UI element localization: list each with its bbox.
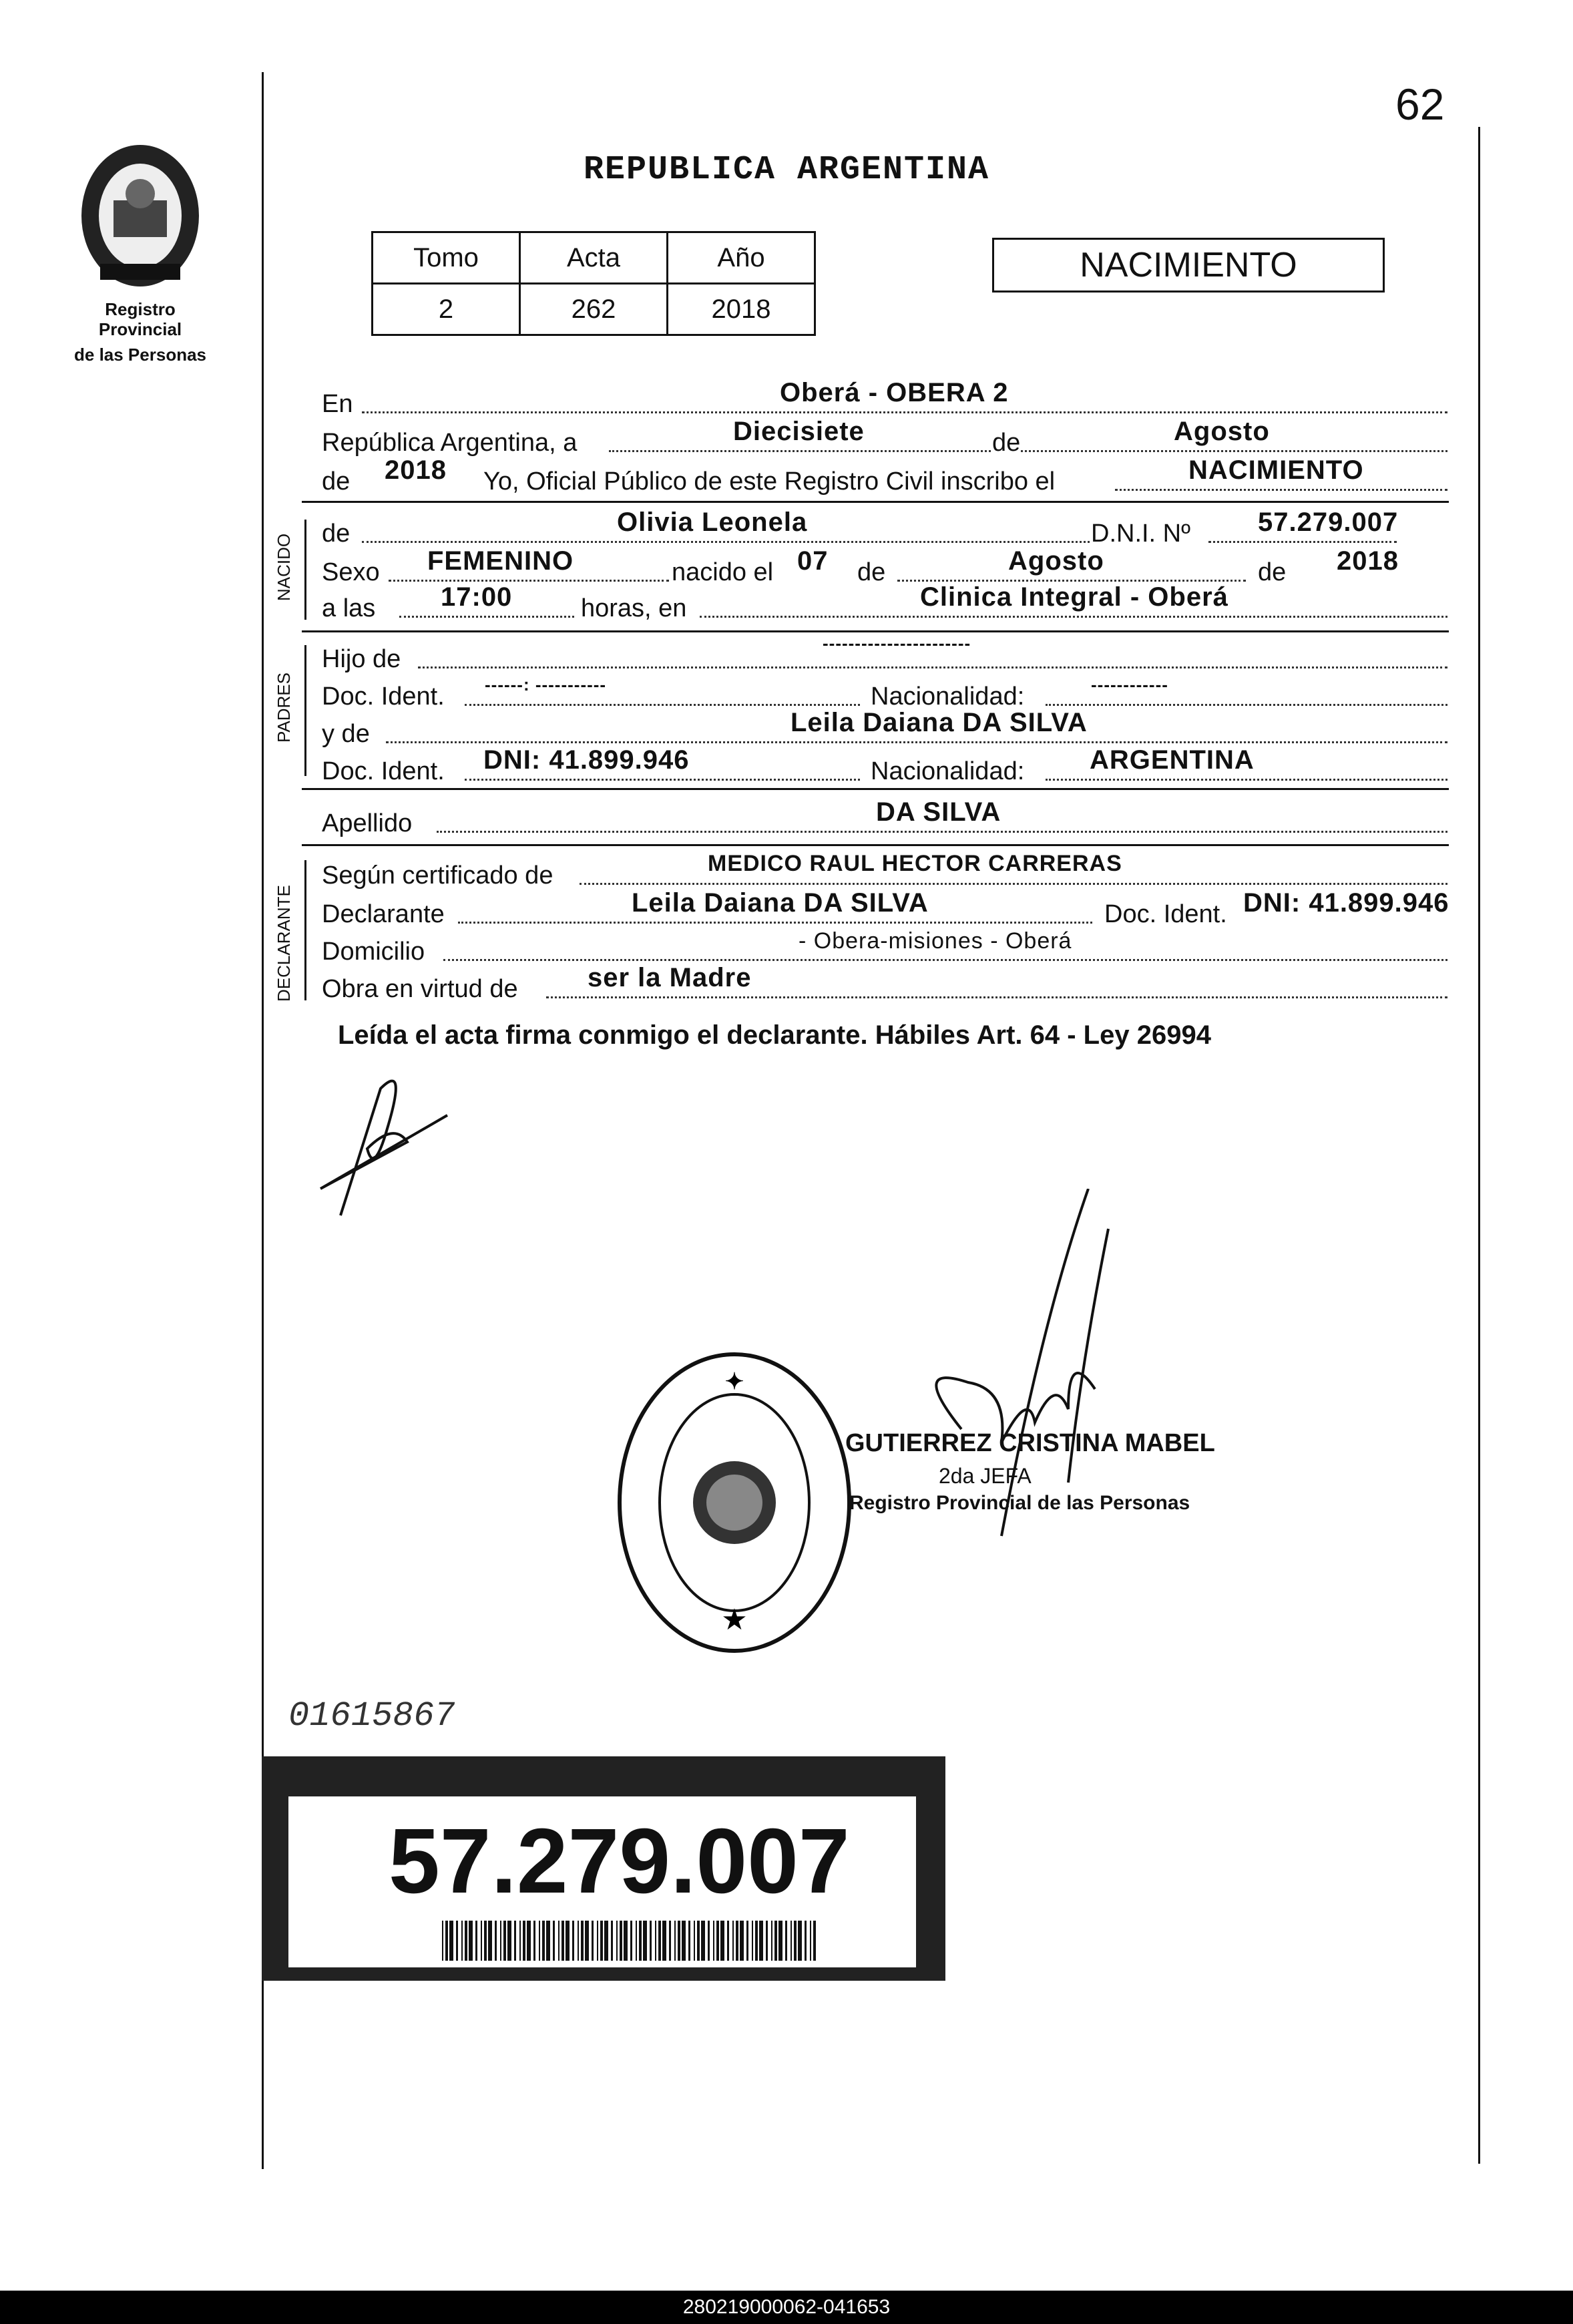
mother-value: Leila Daiana DA SILVA	[791, 708, 1088, 737]
mother-dots	[386, 741, 1447, 743]
document-title: REPUBLICA ARGENTINA	[583, 151, 990, 189]
de-label: de	[992, 429, 1021, 457]
dni-value: 57.279.007	[1258, 508, 1399, 537]
registry-logo	[67, 137, 214, 365]
horas-label: horas, en	[581, 594, 687, 622]
separator-3	[302, 788, 1449, 790]
footer-note: Leída el acta firma conmigo el declarante. Hábiles Art. 64 - Ley 26994	[338, 1020, 1211, 1050]
nac2-value: ARGENTINA	[1090, 745, 1255, 775]
section-declarante-label: DECLARANTE	[274, 885, 294, 1002]
place-value: Clinica Integral - Oberá	[920, 582, 1228, 612]
time-dots	[399, 616, 574, 618]
hijo-label: Hijo de	[322, 645, 401, 673]
declarante-label: Declarante	[322, 900, 445, 928]
doc1-dots	[465, 704, 860, 706]
nacido-label: nacido el	[672, 558, 774, 586]
obra-dots	[546, 996, 1447, 998]
doc3-value: DNI: 41.899.946	[1243, 888, 1449, 918]
separator-1	[302, 501, 1449, 503]
segun-value: MEDICO RAUL HECTOR CARRERAS	[708, 851, 1122, 876]
barcode-box	[262, 1756, 945, 1981]
official-role: 2da JEFA	[939, 1464, 1032, 1488]
place-dots	[700, 616, 1447, 618]
nac1-dots	[1046, 704, 1447, 706]
nac2-dots	[1046, 779, 1447, 781]
en-dots	[362, 411, 1447, 413]
domicilio-dots	[443, 959, 1447, 961]
hijo-dots	[418, 666, 1447, 668]
time-value: 17:00	[441, 582, 513, 612]
domicilio-value: - Obera-misiones - Oberá	[799, 928, 1072, 954]
nacido-bracket	[304, 520, 306, 620]
apellido-dots	[437, 831, 1447, 833]
svg-text:✦: ✦	[724, 1369, 744, 1394]
barcode-icon	[442, 1921, 816, 1961]
yde-label: y de	[322, 720, 370, 748]
bottom-code: 280219000062-041653	[0, 2291, 1573, 2324]
apellido-label: Apellido	[322, 809, 413, 837]
header-tomo: Tomo	[373, 232, 520, 284]
sexo-value: FEMENINO	[427, 546, 574, 576]
apellido-value: DA SILVA	[876, 797, 1001, 827]
header-ano: Año	[668, 232, 815, 284]
rep-dots	[609, 450, 1447, 452]
obra-label: Obra en virtud de	[322, 975, 518, 1003]
day-value: Diecisiete	[733, 417, 865, 446]
domicilio-label: Domicilio	[322, 938, 425, 966]
doc1-label: Doc. Ident.	[322, 683, 445, 711]
delegation-seal-icon	[614, 1349, 855, 1656]
sexo-dots	[389, 580, 669, 582]
registry-table	[371, 231, 816, 336]
de3-label: de	[322, 520, 351, 548]
serial-number: 01615867	[284, 1696, 459, 1736]
page-number: 62	[1395, 79, 1445, 129]
de5-label: de	[1258, 558, 1287, 586]
name-value: Olivia Leonela	[617, 508, 808, 537]
provincial-seal-icon	[73, 137, 207, 290]
yo-dots	[1115, 489, 1447, 491]
nac1-label: Nacionalidad:	[871, 683, 1025, 711]
value-ano: 2018	[668, 284, 815, 335]
doc2-label: Doc. Ident.	[322, 757, 445, 785]
birth-month-dots	[897, 580, 1246, 582]
de2-label: de	[322, 467, 351, 496]
right-margin-line	[1478, 127, 1480, 2164]
declarant-signature-icon	[314, 1062, 461, 1229]
doc2-dots	[465, 779, 860, 781]
yo-text: Yo, Oficial Público de este Registro Civil inscribo el	[483, 467, 1056, 496]
official-office: Registro Provincial de las Personas	[849, 1492, 1190, 1514]
barcode-label	[288, 1796, 916, 1967]
padres-bracket	[304, 645, 306, 776]
doc1-value: ------: -----------	[485, 674, 607, 695]
republica-label: República Argentina, a	[322, 429, 578, 457]
obra-value: ser la Madre	[588, 963, 752, 992]
declarante-value: Leila Daiana DA SILVA	[632, 888, 929, 918]
segun-dots	[580, 883, 1447, 885]
header-acta: Acta	[520, 232, 668, 284]
official-name: GUTIERREZ CRISTINA MABEL	[845, 1429, 1215, 1457]
barcode-number: 57.279.007	[389, 1810, 850, 1913]
logo-caption-1: Registro Provincial	[98, 299, 182, 339]
name-dots	[362, 541, 1090, 543]
declarante-dots	[458, 922, 1092, 924]
birth-day: 07	[797, 546, 829, 576]
section-nacido-label: NACIDO	[274, 533, 294, 601]
value-acta: 262	[520, 284, 668, 335]
hijo-value: -----------------------	[823, 633, 971, 653]
year-value: 2018	[385, 455, 447, 485]
birth-month: Agosto	[1008, 546, 1104, 576]
official-stamp	[614, 1349, 855, 1656]
doc2-value: DNI: 41.899.946	[483, 745, 690, 775]
svg-text:★: ★	[721, 1603, 748, 1636]
section-padres-label: PADRES	[274, 672, 294, 743]
birth-year: 2018	[1337, 546, 1399, 576]
segun-label: Según certificado de	[322, 861, 553, 890]
en-label: En	[322, 390, 353, 418]
separator-4	[302, 844, 1449, 846]
sexo-label: Sexo	[322, 558, 380, 586]
doc3-label: Doc. Ident.	[1104, 900, 1227, 928]
document-type-box: NACIMIENTO	[992, 238, 1385, 293]
declarante-bracket	[304, 860, 306, 1000]
value-tomo: 2	[373, 284, 520, 335]
separator-2	[302, 630, 1449, 632]
nac2-label: Nacionalidad:	[871, 757, 1025, 785]
act-value: NACIMIENTO	[1188, 455, 1364, 485]
dni-dots	[1208, 541, 1397, 543]
de4-label: de	[857, 558, 886, 586]
nac1-value: ------------	[1091, 674, 1168, 695]
month-value: Agosto	[1174, 417, 1270, 446]
logo-caption-2: de las Personas	[74, 345, 206, 365]
alas-label: a las	[322, 594, 376, 622]
dni-label: D.N.I. Nº	[1091, 520, 1190, 548]
en-value: Oberá - OBERA 2	[780, 378, 1009, 407]
